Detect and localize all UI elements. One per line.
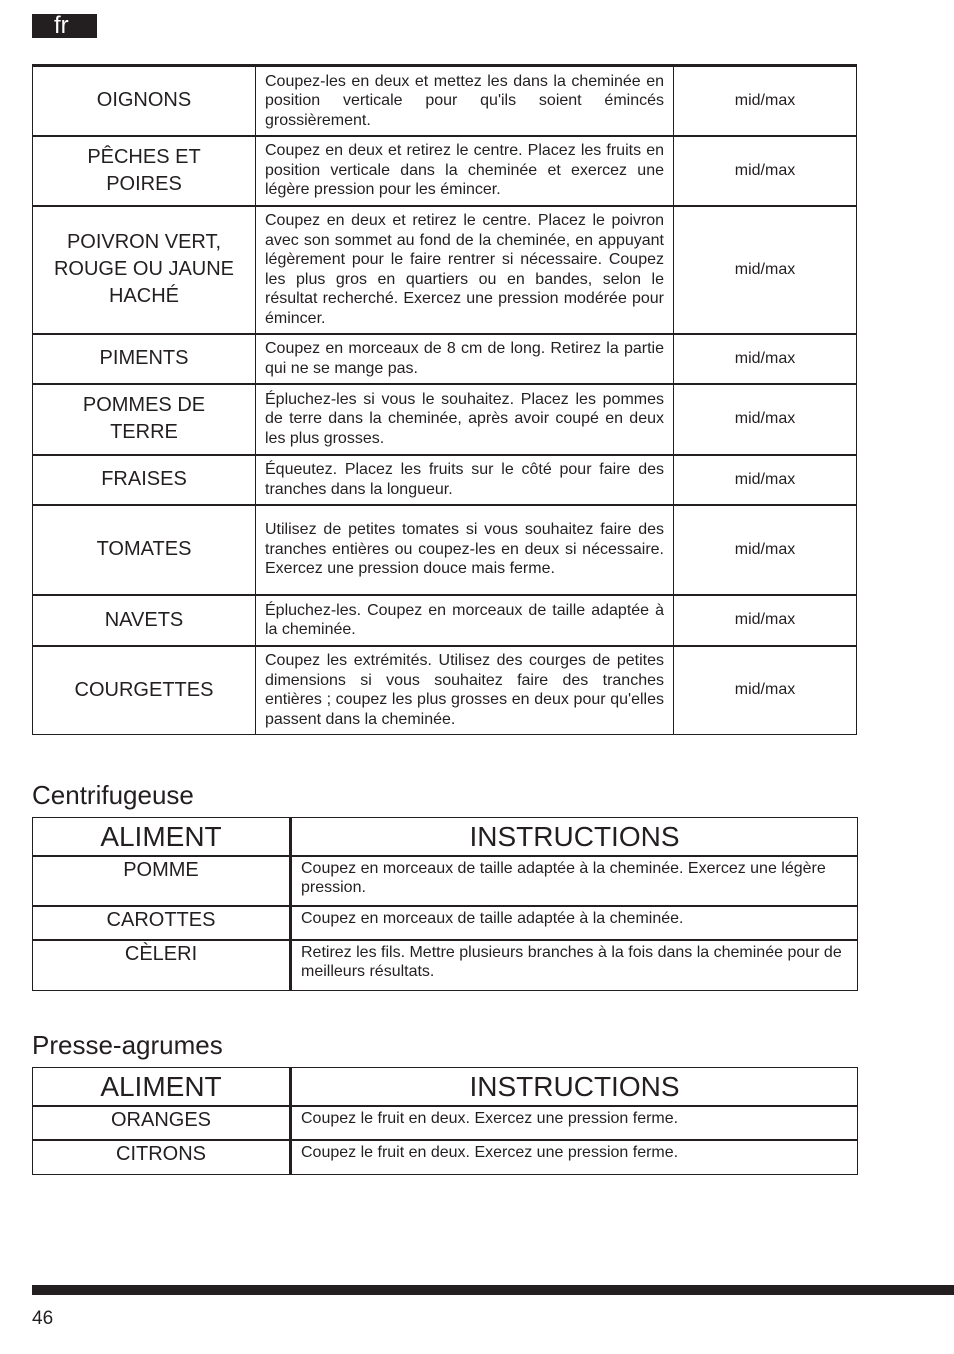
slicing-table — [32, 64, 857, 735]
food-name — [33, 206, 256, 334]
food-name: CITRONS — [33, 1140, 291, 1174]
food-name: POMME — [33, 856, 291, 906]
speed-setting: mid/max — [674, 66, 857, 136]
speed-setting: mid/max — [674, 206, 857, 334]
food-name — [33, 334, 256, 384]
food-instructions: Coupez en deux et retirez le centre. Placez le poivron avec son sommet au fond de la cheminée, en appuyant légèrement pour le faire rentrer si nécessaire. Coupez les plus gros en quartiers ou en bandes, selon le résultat recherché. Exercez une pression modérée pour émincer. — [256, 206, 674, 334]
section-title-presse-agrumes: Presse-agrumes — [32, 1030, 223, 1060]
food-name-line: POMMES DE — [82, 394, 206, 416]
food-name-line: PÊCHES ET — [87, 145, 201, 168]
food-instructions: Épluchez-les si vous le souhaitez. Placez les pommes de terre dans la cheminée, après avoir coupé en deux les plus grosses. — [256, 384, 674, 455]
speed-setting: mid/max — [674, 455, 857, 505]
food-name: ORANGES — [33, 1106, 291, 1140]
table-row — [33, 334, 857, 384]
food-instructions: Coupez en morceaux de taille adaptée à la cheminée. Exercez une légère pression. — [291, 856, 858, 906]
page-number: 46 — [32, 1308, 54, 1329]
table-row — [33, 384, 857, 455]
food-name-line: TOMATES — [96, 538, 192, 560]
food-name-line: HACHÉ — [108, 285, 179, 307]
header-instructions: INSTRUCTIONS — [291, 818, 858, 857]
table-row — [33, 1140, 858, 1174]
food-instructions: Utilisez de petites tomates si vous souhaitez faire des tranches entières ou coupez-les en deux si nécessaire. Exercez une pression douce mais ferme. — [256, 505, 674, 595]
table-row — [33, 940, 858, 990]
food-name-line: POIRES — [106, 172, 182, 195]
food-name-line: COURGETTES — [74, 678, 214, 701]
table-row — [33, 136, 857, 206]
food-name-line: NAVETS — [104, 608, 184, 631]
food-name — [33, 505, 256, 595]
food-instructions: Retirez les fils. Mettre plusieurs branches à la fois dans la cheminée pour de meilleurs résultats. — [291, 940, 858, 990]
table-row — [33, 595, 857, 646]
table-row — [33, 856, 858, 906]
speed-setting: mid/max — [674, 595, 857, 646]
table-row — [33, 646, 857, 735]
food-instructions: Épluchez-les. Coupez en morceaux de taille adaptée à la cheminée. — [256, 595, 674, 646]
food-name — [33, 136, 256, 206]
header-aliment: ALIMENT — [33, 818, 291, 857]
speed-setting: mid/max — [674, 136, 857, 206]
speed-setting: mid/max — [674, 384, 857, 455]
food-name-line: POIVRON VERT, — [66, 231, 222, 253]
food-name — [33, 595, 256, 646]
header-aliment: ALIMENT — [33, 1068, 291, 1107]
food-name — [33, 66, 256, 136]
table-row — [33, 505, 857, 595]
table-row — [33, 455, 857, 505]
section-title-centrifugeuse: Centrifugeuse — [32, 780, 194, 810]
table-row — [33, 66, 857, 136]
language-tab: fr — [32, 14, 97, 38]
table-row — [33, 906, 858, 940]
header-instructions: INSTRUCTIONS — [291, 1068, 858, 1107]
food-name-line: OIGNONS — [96, 89, 192, 112]
food-name: CAROTTES — [33, 906, 291, 940]
centrifugeuse-table — [32, 817, 858, 991]
food-name-line: TERRE — [110, 421, 178, 443]
food-instructions: Équeutez. Placez les fruits sur le côté pour faire des tranches dans la longueur. — [256, 455, 674, 505]
food-name — [33, 646, 256, 735]
footer-bar — [32, 1285, 954, 1295]
speed-setting: mid/max — [674, 334, 857, 384]
food-name — [33, 455, 256, 505]
table-row — [33, 206, 857, 334]
speed-setting: mid/max — [674, 505, 857, 595]
food-name — [33, 384, 256, 455]
food-instructions: Coupez les extrémités. Utilisez des courges de petites dimensions si vous souhaitez faire des tranches entières ; coupez les plus grosses en deux pour qu'elles passent dans la cheminée. — [256, 646, 674, 735]
food-name-line: ROUGE OU JAUNE — [53, 258, 235, 280]
food-instructions: Coupez-les en deux et mettez les dans la cheminée en position verticale pour qu'ils soient émincés grossièrement. — [256, 66, 674, 136]
food-instructions: Coupez le fruit en deux. Exercez une pression ferme. — [291, 1106, 858, 1140]
food-instructions: Coupez le fruit en deux. Exercez une pression ferme. — [291, 1140, 858, 1174]
food-name-line: PIMENTS — [99, 347, 189, 369]
speed-setting: mid/max — [674, 646, 857, 735]
table-row — [33, 1106, 858, 1140]
food-instructions: Coupez en morceaux de 8 cm de long. Retirez la partie qui ne se mange pas. — [256, 334, 674, 384]
food-instructions: Coupez en deux et retirez le centre. Placez les fruits en position verticale dans la cheminée et exercez une légère pression pour les émincer. — [256, 136, 674, 206]
food-name-line: FRAISES — [101, 468, 187, 490]
presse-agrumes-table — [32, 1067, 858, 1175]
food-name: CÈLERI — [33, 940, 291, 990]
food-instructions: Coupez en morceaux de taille adaptée à la cheminée. — [291, 906, 858, 940]
